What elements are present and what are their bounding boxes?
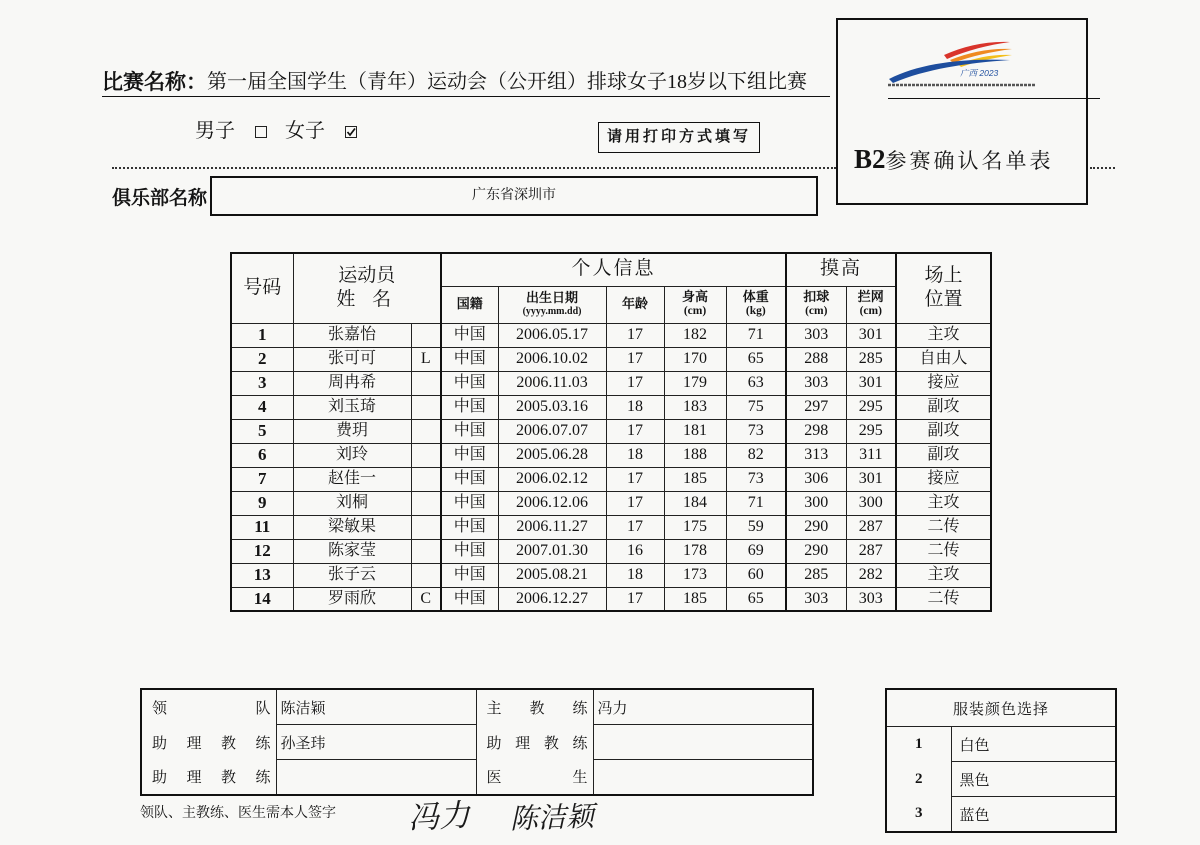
cell-nationality: 中国 <box>441 563 498 587</box>
header-position-line2: 位置 <box>924 289 963 311</box>
games-logo <box>886 38 1038 90</box>
cell-height: 178 <box>664 539 726 563</box>
cell-weight: 71 <box>726 491 786 515</box>
header-position <box>896 253 991 323</box>
form-title <box>854 142 1054 181</box>
cell-nationality: 中国 <box>441 419 498 443</box>
cell-number: 12 <box>231 539 293 563</box>
cell-age: 17 <box>606 419 664 443</box>
signature-instruction: 领队、主教练、医生需本人签字 <box>140 806 336 821</box>
cell-age: 17 <box>606 371 664 395</box>
team-leader-label: 领队 <box>141 689 276 725</box>
cell-number: 9 <box>231 491 293 515</box>
cell-weight: 75 <box>726 395 786 419</box>
cell-role-mark <box>411 323 441 347</box>
cell-spike-reach: 285 <box>786 563 846 587</box>
cell-role-mark <box>411 491 441 515</box>
cell-position: 二传 <box>896 539 991 563</box>
cell-role-mark: C <box>411 587 441 611</box>
staff-table <box>140 688 814 796</box>
cell-block-reach: 295 <box>846 395 896 419</box>
cell-block-reach: 303 <box>846 587 896 611</box>
form-code: B2 <box>854 144 886 174</box>
roster-row <box>231 443 991 467</box>
uniform-option-row <box>886 762 1116 797</box>
staff-row <box>141 725 813 760</box>
form-title-text: 参赛确认名单表 <box>885 149 1054 173</box>
header-height-unit: (cm) <box>683 305 707 318</box>
header-personal-info: 个人信息 <box>441 253 786 286</box>
club-name-label: 俱乐部名称 <box>112 188 208 209</box>
cell-spike-reach: 313 <box>786 443 846 467</box>
uniform-option-color: 黑色 <box>951 762 1116 797</box>
cell-role-mark <box>411 539 441 563</box>
roster-row <box>231 491 991 515</box>
header-spike-label: 扣球 <box>803 289 830 305</box>
uniform-option-number: 3 <box>886 797 951 833</box>
cell-spike-reach: 303 <box>786 587 846 611</box>
cell-nationality: 中国 <box>441 443 498 467</box>
cell-name: 张嘉怡 <box>293 323 411 347</box>
roster-row <box>231 419 991 443</box>
cell-birth-date: 2006.12.27 <box>498 587 606 611</box>
cell-role-mark <box>411 371 441 395</box>
head-coach-signature: 冯力 <box>407 797 471 836</box>
cell-nationality: 中国 <box>441 491 498 515</box>
cell-age: 17 <box>606 347 664 371</box>
cell-weight: 73 <box>726 467 786 491</box>
club-name-field: 广东省深圳市 <box>210 176 818 216</box>
cell-spike-reach: 288 <box>786 347 846 371</box>
cell-nationality: 中国 <box>441 587 498 611</box>
assistant-coach-label: 助理教练 <box>141 725 276 760</box>
doctor-label: 医生 <box>476 760 593 796</box>
cell-nationality: 中国 <box>441 395 498 419</box>
header-birth-date <box>498 286 606 323</box>
roster-body <box>231 323 991 611</box>
cell-age: 17 <box>606 467 664 491</box>
cell-role-mark <box>411 419 441 443</box>
uniform-option-color: 白色 <box>951 727 1116 762</box>
cell-name: 陈家莹 <box>293 539 411 563</box>
cell-weight: 71 <box>726 323 786 347</box>
cell-birth-date: 2006.10.02 <box>498 347 606 371</box>
header-nationality: 国籍 <box>441 286 498 323</box>
cell-number: 3 <box>231 371 293 395</box>
cell-name: 费玥 <box>293 419 411 443</box>
staff-row <box>141 760 813 796</box>
assistant-coach-name <box>593 725 813 760</box>
roster-row <box>231 347 991 371</box>
header-number: 号码 <box>231 253 293 323</box>
cell-role-mark: L <box>411 347 441 371</box>
cell-spike-reach: 298 <box>786 419 846 443</box>
cell-number: 4 <box>231 395 293 419</box>
cell-role-mark <box>411 515 441 539</box>
header-block <box>846 286 896 323</box>
assistant-coach-name: 孙圣玮 <box>276 725 476 760</box>
cell-height: 184 <box>664 491 726 515</box>
cell-number: 7 <box>231 467 293 491</box>
cell-spike-reach: 290 <box>786 539 846 563</box>
cell-block-reach: 287 <box>846 515 896 539</box>
cell-height: 170 <box>664 347 726 371</box>
cell-block-reach: 285 <box>846 347 896 371</box>
cell-name: 梁敏果 <box>293 515 411 539</box>
cell-spike-reach: 300 <box>786 491 846 515</box>
cell-age: 16 <box>606 539 664 563</box>
roster-table <box>230 252 992 612</box>
cell-height: 183 <box>664 395 726 419</box>
cell-position: 自由人 <box>896 347 991 371</box>
cell-name: 赵佳一 <box>293 467 411 491</box>
roster-row <box>231 467 991 491</box>
cell-number: 6 <box>231 443 293 467</box>
cell-weight: 82 <box>726 443 786 467</box>
header-height-label: 身高 <box>682 289 709 305</box>
cell-position: 副攻 <box>896 419 991 443</box>
cell-block-reach: 301 <box>846 371 896 395</box>
cell-block-reach: 295 <box>846 419 896 443</box>
uniform-header-row <box>886 689 1116 727</box>
header-athlete-line2: 姓 名 <box>336 289 398 311</box>
roster-row <box>231 395 991 419</box>
cell-spike-reach: 306 <box>786 467 846 491</box>
dotted-separator <box>1090 167 1115 169</box>
cell-age: 17 <box>606 587 664 611</box>
cell-nationality: 中国 <box>441 515 498 539</box>
header-athlete-name <box>293 253 441 323</box>
cell-spike-reach: 290 <box>786 515 846 539</box>
header-birth-date-label: 出生日期 <box>526 290 579 306</box>
cell-age: 18 <box>606 443 664 467</box>
competition-name: 第一届全国学生（青年）运动会（公开组）排球女子18岁以下组比赛 <box>207 71 807 93</box>
cell-height: 175 <box>664 515 726 539</box>
cell-role-mark <box>411 443 441 467</box>
cell-nationality: 中国 <box>441 371 498 395</box>
cell-name: 周冉希 <box>293 371 411 395</box>
cell-block-reach: 311 <box>846 443 896 467</box>
cell-birth-date: 2006.05.17 <box>498 323 606 347</box>
header-position-line1: 场上 <box>924 264 963 286</box>
cell-nationality: 中国 <box>441 347 498 371</box>
head-coach-name: 冯力 <box>593 689 813 725</box>
cell-spike-reach: 297 <box>786 395 846 419</box>
cell-birth-date: 2006.02.12 <box>498 467 606 491</box>
team-leader-signature: 陈洁颖 <box>509 801 595 836</box>
cell-number: 11 <box>231 515 293 539</box>
cell-name: 罗雨欣 <box>293 587 411 611</box>
cell-birth-date: 2007.01.30 <box>498 539 606 563</box>
cell-name: 刘玉琦 <box>293 395 411 419</box>
cell-block-reach: 282 <box>846 563 896 587</box>
logo-text: 广西 2023 <box>960 68 999 78</box>
cell-position: 二传 <box>896 587 991 611</box>
cell-number: 1 <box>231 323 293 347</box>
cell-role-mark <box>411 395 441 419</box>
male-label: 男子 <box>195 120 235 142</box>
header-block-label: 拦网 <box>857 289 884 305</box>
cell-age: 17 <box>606 491 664 515</box>
cell-height: 179 <box>664 371 726 395</box>
cell-position: 主攻 <box>896 491 991 515</box>
assistant-coach-label: 助理教练 <box>141 760 276 796</box>
cell-height: 182 <box>664 323 726 347</box>
cell-weight: 65 <box>726 347 786 371</box>
uniform-option-color: 蓝色 <box>951 797 1116 833</box>
cell-weight: 69 <box>726 539 786 563</box>
cell-weight: 73 <box>726 419 786 443</box>
doctor-name <box>593 760 813 796</box>
cell-position: 主攻 <box>896 323 991 347</box>
cell-birth-date: 2005.08.21 <box>498 563 606 587</box>
cell-position: 主攻 <box>896 563 991 587</box>
cell-name: 张子云 <box>293 563 411 587</box>
header-reach: 摸高 <box>786 253 896 286</box>
roster-row <box>231 539 991 563</box>
cell-number: 5 <box>231 419 293 443</box>
cell-height: 188 <box>664 443 726 467</box>
roster-row <box>231 515 991 539</box>
cell-position: 副攻 <box>896 395 991 419</box>
cell-position: 接应 <box>896 467 991 491</box>
cell-age: 18 <box>606 395 664 419</box>
cell-role-mark <box>411 563 441 587</box>
assistant-coach-name <box>276 760 476 796</box>
cell-birth-date: 2005.03.16 <box>498 395 606 419</box>
uniform-option-row <box>886 797 1116 833</box>
cell-height: 173 <box>664 563 726 587</box>
cell-weight: 65 <box>726 587 786 611</box>
staff-row <box>141 689 813 725</box>
cell-number: 13 <box>231 563 293 587</box>
competition-title <box>102 66 830 97</box>
header-age: 年龄 <box>606 286 664 323</box>
cell-birth-date: 2006.11.27 <box>498 515 606 539</box>
uniform-color-table <box>885 688 1117 833</box>
cell-position: 副攻 <box>896 443 991 467</box>
cell-height: 181 <box>664 419 726 443</box>
cell-position: 接应 <box>896 371 991 395</box>
cell-spike-reach: 303 <box>786 323 846 347</box>
head-coach-label: 主教练 <box>476 689 593 725</box>
uniform-option-number: 2 <box>886 762 951 797</box>
team-leader-name: 陈洁颖 <box>276 689 476 725</box>
cell-height: 185 <box>664 467 726 491</box>
cell-birth-date: 2006.11.03 <box>498 371 606 395</box>
cell-block-reach: 301 <box>846 323 896 347</box>
cell-block-reach: 300 <box>846 491 896 515</box>
cell-number: 2 <box>231 347 293 371</box>
roster-row <box>231 371 991 395</box>
female-label: 女子 <box>285 120 325 142</box>
print-instruction-box: 请用打印方式填写 <box>598 122 760 153</box>
cell-weight: 63 <box>726 371 786 395</box>
header-weight <box>726 286 786 323</box>
cell-age: 18 <box>606 563 664 587</box>
assistant-coach-label: 助理教练 <box>476 725 593 760</box>
roster-row <box>231 587 991 611</box>
dotted-separator <box>112 167 836 169</box>
header-spike <box>786 286 846 323</box>
cell-age: 17 <box>606 515 664 539</box>
male-checkbox-icon <box>255 126 267 138</box>
header-athlete-line1: 运动员 <box>338 264 396 286</box>
cell-birth-date: 2006.07.07 <box>498 419 606 443</box>
cell-name: 刘桐 <box>293 491 411 515</box>
cell-nationality: 中国 <box>441 539 498 563</box>
form-badge <box>836 18 1088 205</box>
header-weight-unit: (kg) <box>745 305 766 318</box>
cell-height: 185 <box>664 587 726 611</box>
uniform-option-row <box>886 727 1116 762</box>
gender-selection <box>195 117 375 145</box>
cell-name: 刘玲 <box>293 443 411 467</box>
cell-spike-reach: 303 <box>786 371 846 395</box>
uniform-option-number: 1 <box>886 727 951 762</box>
header-spike-unit: (cm) <box>805 305 828 318</box>
cell-block-reach: 301 <box>846 467 896 491</box>
competition-label: 比赛名称： <box>102 70 207 94</box>
roster-row <box>231 563 991 587</box>
header-height <box>664 286 726 323</box>
cell-age: 17 <box>606 323 664 347</box>
cell-birth-date: 2006.12.06 <box>498 491 606 515</box>
header-birth-date-format: (yyyy.mm.dd) <box>522 306 582 318</box>
female-checkbox-icon <box>345 126 357 138</box>
cell-position: 二传 <box>896 515 991 539</box>
cell-number: 14 <box>231 587 293 611</box>
roster-row <box>231 323 991 347</box>
header-weight-label: 体重 <box>742 289 769 305</box>
uniform-table-title: 服装颜色选择 <box>886 689 1116 727</box>
badge-divider <box>888 98 1100 99</box>
cell-birth-date: 2005.06.28 <box>498 443 606 467</box>
header-block-unit: (cm) <box>859 305 882 318</box>
cell-name: 张可可 <box>293 347 411 371</box>
cell-nationality: 中国 <box>441 323 498 347</box>
cell-nationality: 中国 <box>441 467 498 491</box>
cell-block-reach: 287 <box>846 539 896 563</box>
cell-weight: 59 <box>726 515 786 539</box>
cell-weight: 60 <box>726 563 786 587</box>
cell-role-mark <box>411 467 441 491</box>
